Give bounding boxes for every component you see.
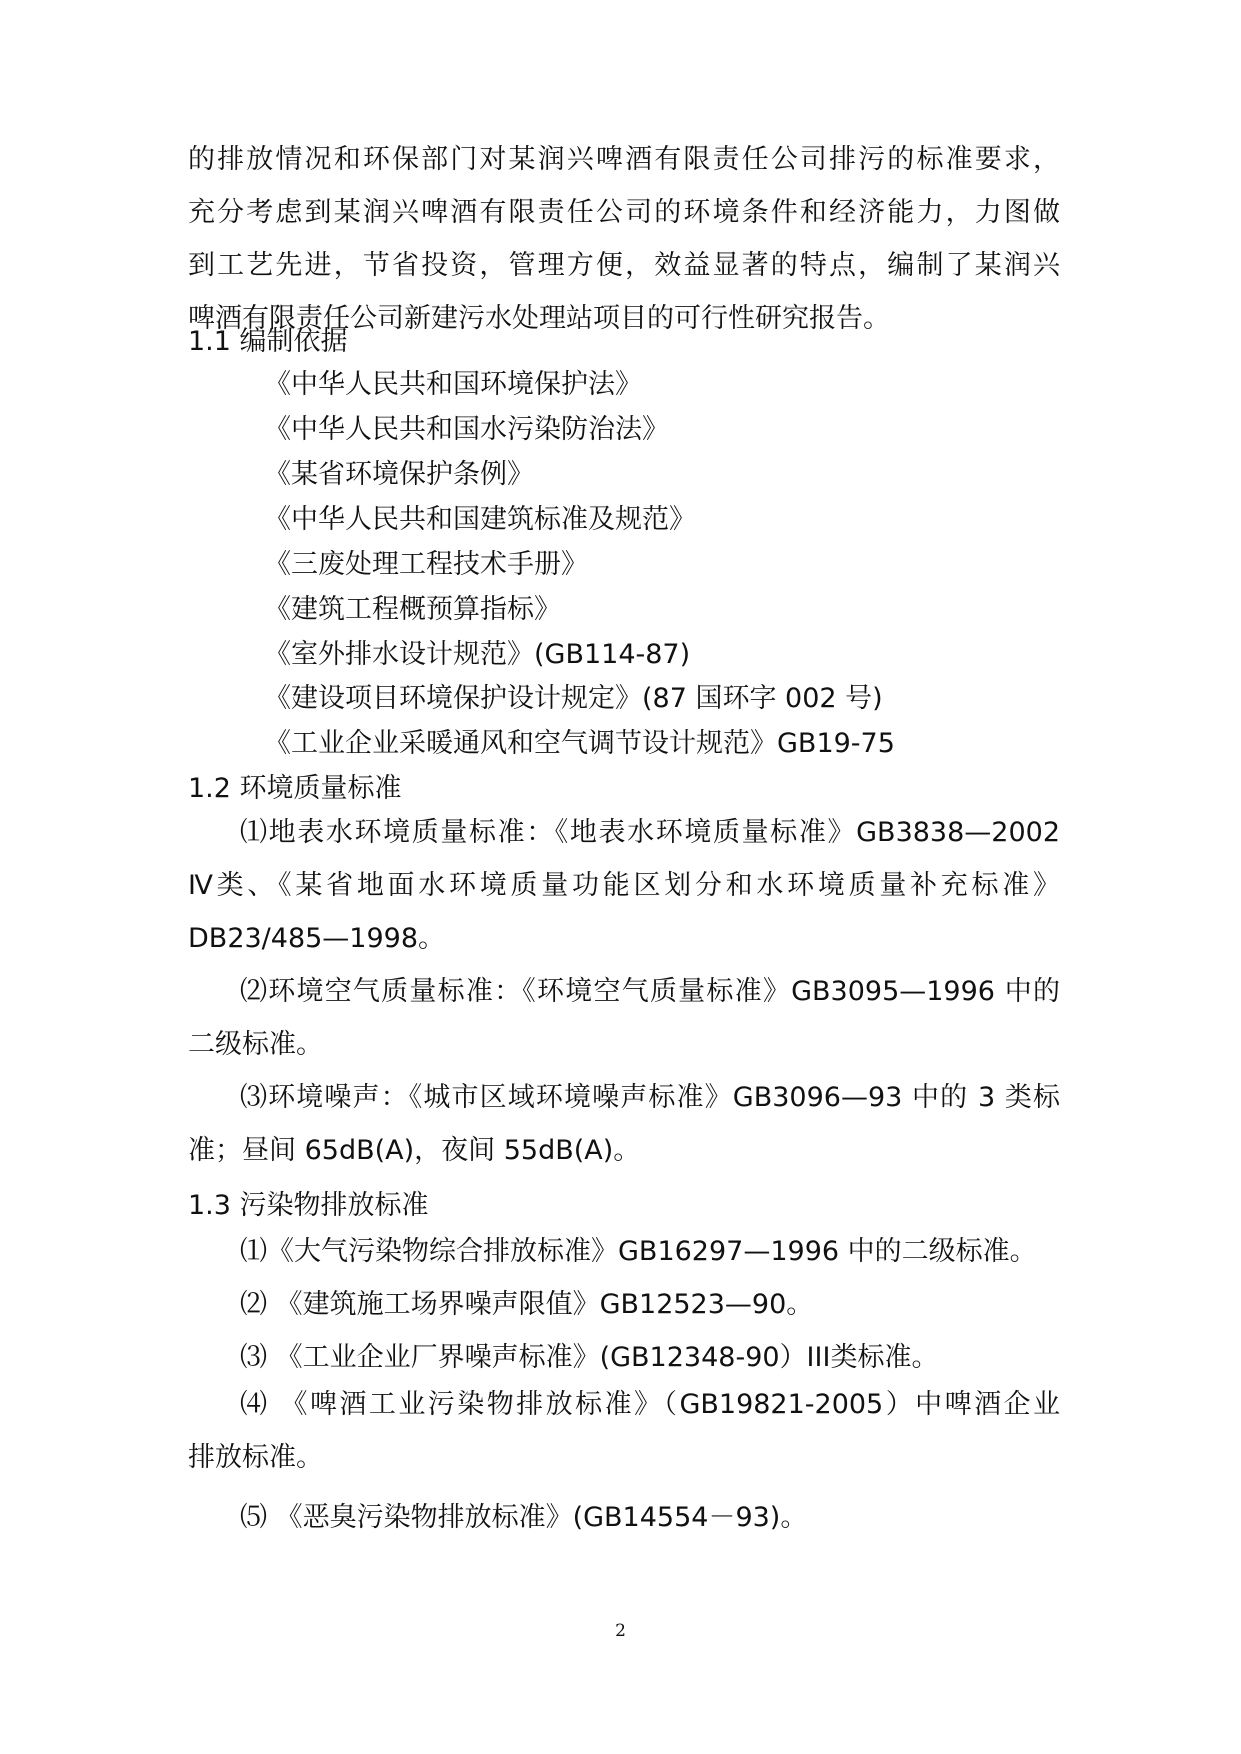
emission-standard-item: ⑵ 《建筑施工场界噪声限值》GB12523—90。: [240, 1289, 814, 1320]
standard-line: 排放标准。: [188, 1442, 323, 1473]
quality-standard-item: [188, 806, 1060, 965]
intro-paragraph: [188, 133, 1060, 345]
standard-line: 二级标准。: [188, 1029, 323, 1060]
section-heading-1-1: 1.1 编制依据: [188, 326, 348, 357]
basis-list-item: 《中华人民共和国水污染防治法》: [264, 414, 669, 445]
basis-list-item: 《三废处理工程技术手册》: [264, 549, 588, 580]
intro-line: 充分考虑到某润兴啤酒有限责任公司的环境条件和经济能力，力图做: [188, 197, 1060, 228]
basis-list-item: 《建筑工程概预算指标》: [264, 594, 561, 625]
section-heading-1-2: 1.2 环境质量标准: [188, 773, 402, 804]
standard-line: Ⅳ类、《某省地面水环境质量功能区划分和水环境质量补充标准》: [188, 870, 1060, 901]
basis-list-item: 《室外排水设计规范》(GB114-87): [264, 639, 691, 670]
quality-standard-item: [188, 965, 1060, 1071]
emission-standard-item: [188, 1378, 1060, 1484]
standard-line: ⑴地表水环境质量标准：《地表水环境质量标准》GB3838—2002: [240, 817, 1060, 848]
quality-standard-item: [188, 1071, 1060, 1177]
standard-line: ⑶环境噪声：《城市区域环境噪声标准》GB3096—93 中的 3 类标: [240, 1082, 1060, 1113]
basis-list-item: 《中华人民共和国环境保护法》: [264, 369, 642, 400]
standard-line: ⑵环境空气质量标准：《环境空气质量标准》GB3095—1996 中的: [240, 976, 1060, 1007]
basis-list-item: 《某省环境保护条例》: [264, 459, 534, 490]
basis-list-item: 《工业企业采暖通风和空气调节设计规范》GB19-75: [264, 728, 895, 759]
intro-line: 的排放情况和环保部门对某润兴啤酒有限责任公司排污的标准要求，: [188, 144, 1060, 175]
standard-line: DB23/485—1998。: [188, 923, 446, 954]
intro-line: 啤酒有限责任公司新建污水处理站项目的可行性研究报告。: [188, 303, 890, 334]
emission-standard-item: ⑶ 《工业企业厂界噪声标准》(GB12348-90）III类标准。: [240, 1342, 939, 1373]
emission-standard-item: ⑸ 《恶臭污染物排放标准》(GB14554－93)。: [240, 1502, 808, 1533]
page-number: 2: [615, 1621, 626, 1641]
standard-line: 准；昼间 65dB(A)，夜间 55dB(A)。: [188, 1135, 641, 1166]
standard-line: ⑷ 《啤酒工业污染物排放标准》（GB19821-2005）中啤酒企业: [240, 1389, 1060, 1420]
section-heading-1-3: 1.3 污染物排放标准: [188, 1190, 429, 1221]
basis-list-item: 《建设项目环境保护设计规定》(87 国环字 002 号): [264, 683, 883, 714]
emission-standard-item: ⑴《大气污染物综合排放标准》GB16297—1996 中的二级标准。: [240, 1236, 1037, 1267]
intro-line: 到工艺先进，节省投资，管理方便，效益显著的特点，编制了某润兴: [188, 250, 1060, 281]
basis-list-item: 《中华人民共和国建筑标准及规范》: [264, 504, 696, 535]
